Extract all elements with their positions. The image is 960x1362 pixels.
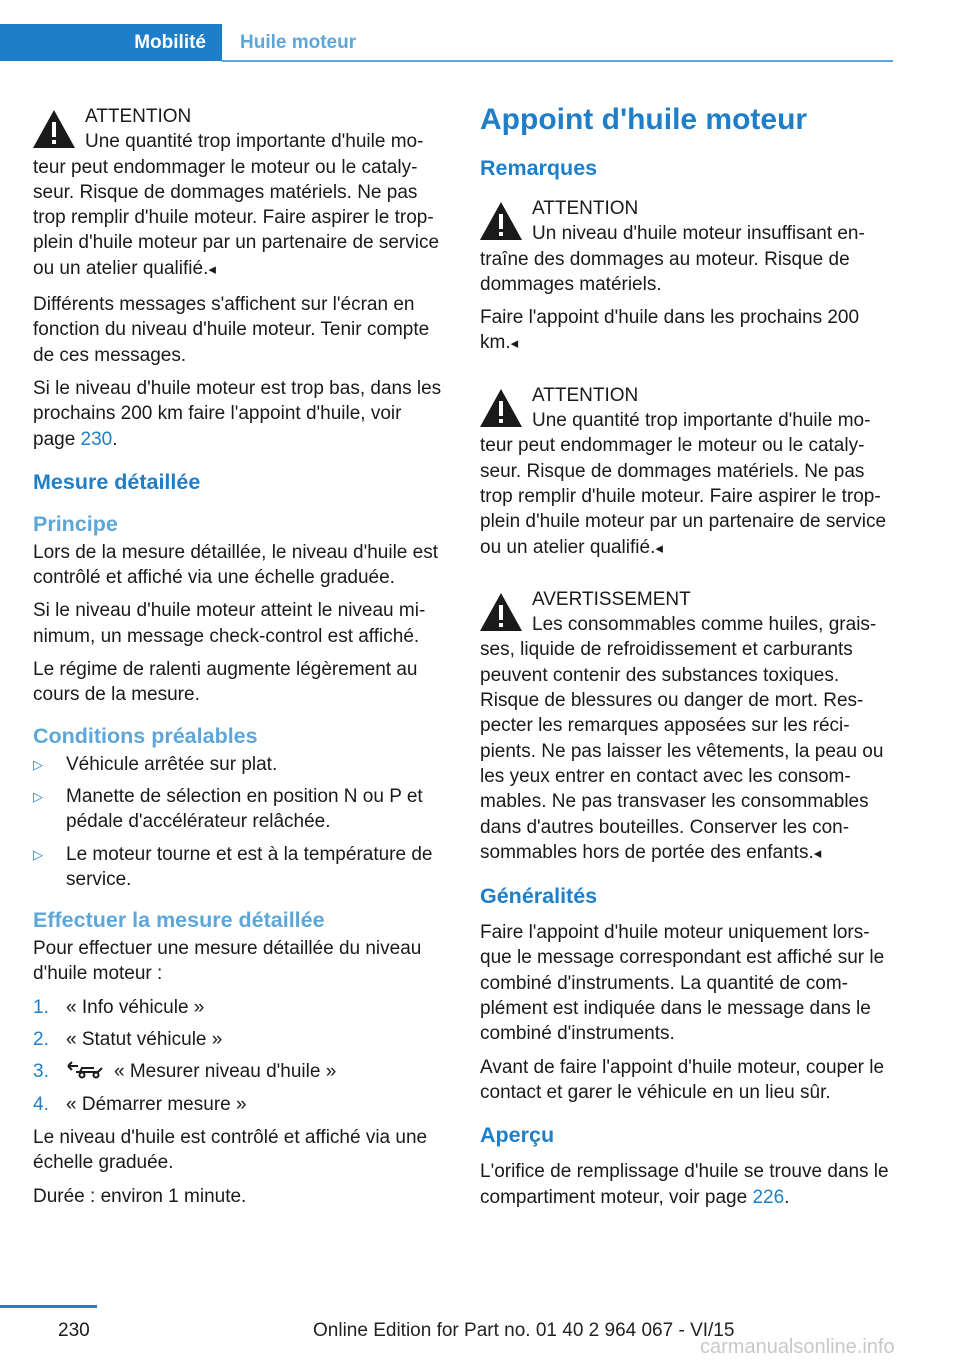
tab-huile-moteur[interactable]: [240, 24, 356, 61]
heading-apercu: Aperçu: [480, 1123, 555, 1148]
page-link-230[interactable]: 230: [80, 428, 113, 450]
conditions-list: [33, 752, 445, 892]
right-column: [480, 100, 894, 1218]
heading-remarques: Remarques: [480, 156, 598, 180]
list-item: 4. « Démarrer mesure »: [33, 1092, 445, 1117]
warning-triangle-icon: [478, 591, 524, 633]
tab-huile-moteur-label: Huile moteur: [240, 31, 357, 53]
list-item: 1. « Info véhicule »: [33, 995, 445, 1020]
paragraph: Faire l'appoint d'huile moteur uniquement lorsque le message correspondant est affiché sur le combiné d'instruments. La quantité de complément est indiquée dans le message dans le combiné d'instruments.: [480, 922, 885, 1045]
paragraph-text: Si le niveau d'huile moteur est trop bas, dans les prochains 200 km faire l'appoint d'huile, voir page: [33, 377, 442, 450]
triangle-bullet-icon: ▷: [33, 788, 43, 804]
step-number: 3.: [33, 1061, 49, 1083]
triangle-bullet-icon: ▷: [33, 756, 43, 772]
step-number: 2.: [33, 1029, 49, 1051]
end-mark: ◂: [208, 260, 216, 278]
list-item: 2. « Statut véhicule »: [33, 1027, 445, 1052]
warning-block: [480, 583, 894, 866]
warning-body: Un niveau d'huile moteur insuffisant entraîne des dommages au moteur. Risque de dommages matériels.: [480, 223, 865, 295]
footer-rule: [0, 1305, 97, 1308]
steps-list: [33, 995, 445, 1117]
page-number: 230: [58, 1320, 90, 1341]
warning-block: [33, 100, 445, 282]
warning-triangle-icon: [478, 200, 524, 242]
list-item: ▷ Véhicule arrêtée sur plat.: [33, 752, 445, 777]
step-number: 1.: [33, 996, 49, 1018]
page-link-226[interactable]: 226: [752, 1186, 785, 1208]
paragraph: [33, 376, 445, 452]
heading-mesure-detaillee: Mesure détaillée: [33, 469, 201, 494]
left-column: [33, 100, 445, 1217]
warning-block: [480, 192, 894, 357]
paragraph: Si le niveau d'huile moteur atteint le niveau minimum, un message check-control est affiché.: [33, 600, 426, 647]
list-item: 3. « Mesurer niveau d'huile »: [33, 1059, 445, 1084]
heading-conditions: Conditions préalables: [33, 723, 258, 748]
edition-text: Online Edition for Part no. 01 40 2 964 067 - VI/15: [313, 1320, 735, 1341]
warning-block: [480, 379, 894, 561]
end-mark: ◂: [510, 335, 519, 353]
punctuation: .: [112, 428, 118, 450]
tab-mobilite[interactable]: [0, 24, 222, 61]
paragraph: Le niveau d'huile est contrôlé et affiché via une échelle graduée.: [33, 1126, 428, 1174]
heading-principe: Principe: [33, 511, 118, 536]
paragraph: Lors de la mesure détaillée, le niveau d'huile est contrôlé et affiché via une échelle graduée.: [33, 541, 438, 589]
section-title: Appoint d'huile moteur: [480, 103, 808, 136]
step-number: 4.: [33, 1093, 49, 1115]
paragraph: Différents messages s'affichent sur l'écran en fonction du niveau d'huile moteur. Tenir compte de ces messages.: [33, 294, 430, 366]
watermark: carmanualsonline.info: [700, 1336, 895, 1358]
paragraph: Le régime de ralenti augmente légèrement au cours de la mesure.: [33, 659, 418, 706]
end-mark: ◂: [813, 844, 822, 862]
warning-title: ATTENTION: [532, 384, 639, 406]
warning-body: Une quantité trop importante d'huile moteur peut endommager le moteur ou le catalyseur. Risque de dommages matériels. Ne pas trop remplir d'huile moteur. Faire aspirer le trop-plein d'huile moteur par un partenaire de service ou un atelier qualifié.: [33, 131, 440, 279]
paragraph: Pour effectuer une mesure détaillée du niveau d'huile moteur :: [33, 938, 422, 985]
paragraph: Durée : environ 1 minute.: [33, 1185, 247, 1207]
header-tabbar: [0, 24, 893, 62]
heading-effectuer: Effectuer la mesure détaillée: [33, 908, 325, 933]
warning-title: AVERTISSEMENT: [532, 588, 691, 610]
warning-triangle-icon: [478, 387, 524, 429]
tab-underline: [222, 60, 893, 62]
list-item: ▷ Manette de sélection en position N ou P et pédale d'accélérateur relâchée.: [33, 785, 423, 833]
warning-body: Une quantité trop importante d'huile moteur peut endommager le moteur ou le catalyseur. Risque de dommages matériels. Ne pas trop remplir d'huile moteur. Faire aspirer le trop-plein d'huile moteur par un partenaire de service ou un atelier qualifié.: [480, 410, 887, 558]
car-settings-icon: [66, 1060, 106, 1080]
paragraph: Avant de faire l'appoint d'huile moteur, couper le contact et garer le véhicule en un lieu sûr.: [480, 1056, 885, 1103]
end-mark: ◂: [655, 539, 663, 557]
tab-mobilite-label: Mobilité: [134, 31, 206, 53]
list-item: ▷ Le moteur tourne et est à la température de service.: [33, 843, 433, 890]
warning-title: ATTENTION: [85, 106, 192, 127]
heading-generalites: Généralités: [480, 884, 598, 909]
warning-body: Les consommables comme huiles, graisses, liquide de refroidissement et carburants peuvent contenir des substances toxiques. Risque de blessures ou danger de mort. Respecter les remarques apposées sur les récipients. Ne pas laisser les vêtements, la peau ou les yeux entrer en contact avec les consommables. Ne pas transvaser les consommables dans d'autres bouteilles. Conserver les consommables hors de portée des enfants.: [480, 614, 884, 863]
warning-body-2: Faire l'appoint d'huile dans les prochains 200 km.◂: [480, 307, 860, 354]
warning-title: ATTENTION: [532, 198, 639, 219]
warning-triangle-icon: [31, 108, 77, 150]
triangle-bullet-icon: ▷: [33, 846, 43, 862]
paragraph: L'orifice de remplissage d'huile se trouve dans le compartiment moteur, voir page 226.: [480, 1161, 889, 1208]
